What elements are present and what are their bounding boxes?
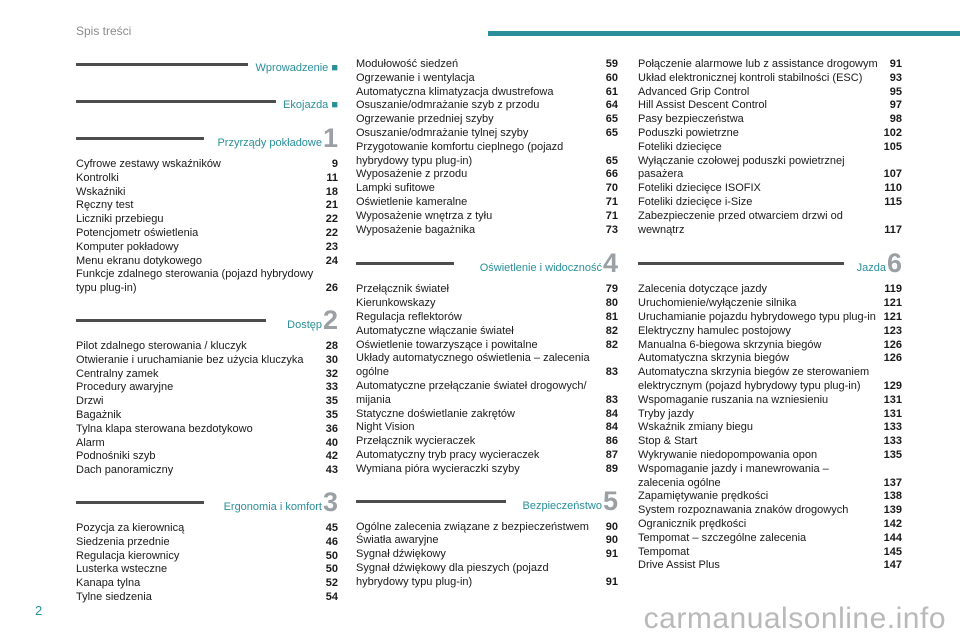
toc-entry[interactable] [638,394,902,408]
toc-entry-title: Lusterka wsteczne [76,563,168,576]
toc-entry[interactable] [638,141,902,155]
toc-entry[interactable] [76,227,338,241]
toc-entry-page: 89 [605,462,618,475]
toc-entry-title: Automatyczna skrzynia biegów ze sterowaniem elektrycznym (pojazd hybrydowy typu plug-in) [638,366,870,392]
toc-entry-title: System rozpoznawania znaków drogowych [638,504,849,517]
toc-entry-title: Sygnał dźwiękowy dla pieszych (pojazd hybrydowy typu plug-in) [356,561,549,588]
toc-entry-title: Oświetlenie towarzyszące i powitalne [356,338,538,351]
section-5-continued [638,58,902,237]
toc-entry[interactable] [638,518,902,532]
section-number: 1 [322,123,338,153]
toc-entry[interactable] [638,182,902,196]
toc-entry[interactable] [356,421,618,435]
toc-entry[interactable] [356,325,618,339]
toc-entry[interactable] [76,591,338,605]
toc-entry[interactable] [76,268,338,296]
toc-entry[interactable] [76,381,338,395]
toc-entry[interactable] [76,563,338,577]
toc-entry-page: 115 [884,195,902,208]
toc-entry[interactable] [76,368,338,382]
toc-entry-title: Modułowość siedzeń [356,58,459,70]
toc-entry-page: 73 [605,223,618,236]
toc-entry[interactable] [638,210,902,238]
toc-entry[interactable] [356,548,618,562]
toc-entry-page: 43 [325,464,338,477]
toc-entry[interactable] [638,311,902,325]
section-2 [76,304,338,478]
toc-entry-title: Otwieranie i uruchamianie bez użycia kluczyka [76,353,304,366]
section-title: Ergonomia i komfort [223,500,322,513]
toc-entry-title: Funkcje zdalnego sterowania (pojazd hybrydowy typu plug-in) [76,268,314,295]
toc-entry-page: 90 [605,520,618,533]
toc-entry-page: 65 [605,113,618,126]
toc-entry-title: Połączenie alarmowe lub z assistance drogowym [638,58,878,70]
toc-entry[interactable] [76,577,338,591]
toc-entry[interactable] [356,210,618,224]
toc-entry-page: 145 [883,545,902,558]
toc-entry[interactable] [76,255,338,269]
toc-entry[interactable] [76,395,338,409]
toc-entry-page: 70 [605,182,618,195]
toc-entry-page: 137 [883,476,902,489]
toc-entry-title: Centralny zamek [76,367,159,380]
toc-column-2 [356,58,618,608]
toc-entry-page: 65 [605,126,618,139]
toc-entry-title: Menu ekranu dotykowego [76,254,202,267]
toc-entry[interactable] [638,113,902,127]
toc-entry-title: Bagażnik [76,408,122,421]
header-title: Spis treści [76,24,132,38]
toc-entry[interactable] [76,213,338,227]
toc-entry-title: Stop & Start [638,435,698,448]
toc-entry-page: 28 [325,339,338,352]
toc-entry-page: 97 [889,99,902,112]
toc-entry-page: 42 [325,450,338,463]
toc-entry-title: Wymiana pióra wycieraczki szyby [356,462,520,475]
toc-entry-title: Hill Assist Descent Control [638,99,767,112]
toc-entry[interactable] [638,339,902,353]
toc-entry-title: Przełącznik świateł [356,283,449,296]
toc-entry-page: 121 [883,297,902,310]
toc-entry-title: Komputer pokładowy [76,240,179,253]
toc-entry-page: 147 [883,559,902,572]
toc-entry-title: Ręczny test [76,199,134,212]
section-6 [638,248,902,573]
toc-entry[interactable] [638,463,902,491]
toc-entry-page: 126 [883,338,902,351]
toc-entry[interactable] [638,155,902,183]
toc-entry-page: 71 [605,209,618,222]
toc-entry-title: Kierunkowskazy [356,297,436,310]
toc-entry[interactable] [356,380,618,408]
toc-entry-page: 117 [884,223,902,236]
toc-entry-title: Automatyczne włączanie świateł [356,324,514,337]
toc-entry-title: Ogólne zalecenia związane z bezpieczeństwem [356,520,589,533]
toc-entry-page: 65 [605,154,618,167]
toc-entry-page: 71 [605,195,618,208]
toc-entry[interactable] [76,423,338,437]
toc-entry[interactable] [356,86,618,100]
toc-entry-page: 22 [325,226,338,239]
toc-entry[interactable] [356,534,618,548]
toc-entry-title: Wskaźnik zmiany biegu [638,421,753,434]
toc-entry-title: Zapamiętywanie prędkości [638,490,769,503]
toc-entry-title: Cyfrowe zestawy wskaźników [76,158,221,170]
toc-entry-title: Wspomaganie ruszania na wzniesieniu [638,393,829,406]
toc-entry-page: 18 [325,185,338,198]
toc-entry[interactable] [356,168,618,182]
section-3-continued [356,58,618,237]
toc-entry-title: Tylna klapa sterowana bezdotykowo [76,422,253,435]
toc-entry-page: 91 [889,58,902,70]
toc-entry[interactable] [638,283,902,297]
toc-entry-page: 83 [605,393,618,406]
section-title: Oświetlenie i widoczność [479,262,602,275]
section-title: Ekojazda ■ [283,99,338,111]
toc-entry[interactable] [356,339,618,353]
toc-entry-page: 33 [325,381,338,394]
section-title: Jazda [856,262,886,275]
toc-entry[interactable] [76,522,338,536]
toc-entry[interactable] [638,196,902,210]
toc-entry[interactable] [638,352,902,366]
toc-entry-page: 82 [605,338,618,351]
toc-entry-title: Przełącznik wycieraczek [356,435,476,448]
toc-entry[interactable] [356,449,618,463]
toc-entry-title: Tempomat – szczególne zalecenia [638,531,807,544]
toc-entry[interactable] [638,421,902,435]
toc-entry-title: Liczniki przebiegu [76,213,164,226]
toc-entry-page: 119 [884,283,902,296]
toc-entry-title: Uruchamianie pojazdu hybrydowego typu plug-in [638,310,876,323]
toc-entry-title: Podnośniki szyb [76,450,156,463]
section-4 [356,248,618,476]
toc-entry-title: Automatyczna klimatyzacja dwustrefowa [356,85,554,98]
toc-entry-page: 87 [605,448,618,461]
toc-entry-title: Ogrzewanie i wentylacja [356,71,475,84]
toc-entry[interactable] [356,196,618,210]
toc-entry[interactable] [638,449,902,463]
toc-entry-title: Osuszanie/odmrażanie tylnej szyby [356,126,529,139]
toc-entry[interactable] [356,141,618,169]
section-number: 3 [322,486,338,517]
toc-entry-title: Kanapa tylna [76,577,141,590]
toc-entry[interactable] [356,72,618,86]
toc-entry[interactable] [76,464,338,478]
toc-entry-page: 35 [325,395,338,408]
toc-entry-title: Wyłączanie czołowej poduszki powietrznej pasażera [638,154,845,181]
toc-entry-page: 133 [883,421,902,434]
toc-entry-page: 86 [605,435,618,448]
section-number: 4 [602,248,618,279]
toc-entry[interactable] [638,99,902,113]
toc-entry-page: 84 [605,407,618,420]
toc-entry-page: 36 [325,422,338,435]
toc-entry-page: 40 [325,436,338,449]
section-eco[interactable] [76,95,338,132]
toc-entry[interactable] [356,352,618,380]
toc-entry-page: 126 [883,352,902,365]
toc-entry-page: 80 [605,297,618,310]
toc-entry-page: 46 [325,535,338,548]
toc-entry[interactable] [76,550,338,564]
toc-entry-title: Układ elektronicznej kontroli stabilności (ESC) [638,71,863,84]
toc-entry-title: Night Vision [356,421,415,434]
toc-entry[interactable] [356,113,618,127]
toc-entry[interactable] [356,283,618,297]
toc-entry-page: 93 [889,71,902,84]
toc-entry-page: 11 [326,171,338,184]
toc-entry-title: Foteliki dziecięce i-Size [638,195,753,208]
toc-entry-page: 121 [883,310,902,323]
toc-entry-title: Advanced Grip Control [638,85,750,98]
toc-entry[interactable] [638,325,902,339]
section-title: Wprowadzenie ■ [255,62,338,74]
toc-column-3 [638,58,902,591]
toc-entry-page: 26 [325,282,338,295]
toc-column-1 [76,58,338,623]
toc-entry-page: 95 [889,85,902,98]
toc-entry[interactable] [356,58,618,72]
page-number: 2 [35,603,43,618]
section-title: Bezpieczeństwo [522,499,602,512]
toc-entry[interactable] [638,559,902,573]
toc-entry-title: Kontrolki [76,171,119,184]
toc-entry-title: Wyposażenie z przodu [356,168,468,181]
section-rule [356,262,454,265]
toc-entry-page: 24 [325,254,338,267]
toc-entry-page: 21 [325,199,338,212]
toc-entry-title: Tylne siedzenia [76,590,152,603]
section-intro[interactable] [76,58,338,95]
toc-entry-title: Uruchomienie/wyłączenie silnika [638,297,797,310]
toc-entry-title: Tempomat [638,545,690,558]
section-rule [76,100,276,103]
toc-entry-page: 90 [605,534,618,547]
toc-entry-page: 52 [325,577,338,590]
toc-entry-title: Pasy bezpieczeństwa [638,113,744,126]
toc-entry-title: Automatyczne przełączanie świateł drogowych/ mijania [356,379,587,406]
toc-entry[interactable] [356,463,618,477]
toc-entry[interactable] [76,186,338,200]
toc-entry-title: Regulacja kierownicy [76,549,180,562]
toc-entry-title: Alarm [76,436,105,449]
toc-entry-page: 131 [883,393,902,406]
watermark: carmanualsonline.info [643,602,946,635]
toc-entry-page: 105 [883,140,902,153]
toc-entry-page: 123 [883,324,902,337]
toc-entry-page: 133 [883,435,902,448]
toc-entry-title: Lampki sufitowe [356,182,435,195]
toc-entry-title: Foteliki dziecięce [638,140,722,153]
toc-entry[interactable] [356,297,618,311]
section-rule [76,137,204,140]
toc-entry-title: Siedzenia przednie [76,535,170,548]
toc-entry-page: 50 [325,563,338,576]
toc-entry-page: 50 [325,549,338,562]
toc-entry-page: 110 [884,182,902,195]
toc-entry-title: Przygotowanie komfortu cieplnego (pojazd hybrydowy typu plug-in) [356,140,564,167]
toc-entry[interactable] [76,409,338,423]
toc-entry-title: Drive Assist Plus [638,559,720,572]
section-rule [76,319,266,322]
toc-entry[interactable] [638,546,902,560]
toc-entry-title: Manualna 6-biegowa skrzynia biegów [638,338,822,351]
section-rule [76,63,248,66]
toc-entry-title: Regulacja reflektorów [356,310,462,323]
toc-entry-title: Wskaźniki [76,185,126,198]
toc-entry-page: 131 [883,407,902,420]
toc-entry-title: Światła awaryjne [356,534,439,547]
toc-entry[interactable] [638,532,902,546]
toc-entry[interactable] [356,127,618,141]
toc-entry-page: 22 [325,213,338,226]
toc-entry-page: 135 [883,448,902,461]
toc-entry[interactable] [638,490,902,504]
toc-entry-page: 35 [325,408,338,421]
toc-entry-page: 66 [605,168,618,181]
section-rule [76,501,204,504]
toc-entry-page: 9 [331,158,338,170]
toc-entry-page: 83 [605,366,618,379]
toc-entry[interactable] [638,86,902,100]
toc-entry-page: 30 [325,353,338,366]
toc-entry-title: Ogranicznik prędkości [638,517,747,530]
toc-entry-page: 129 [883,379,902,392]
toc-entry[interactable] [356,99,618,113]
toc-entry[interactable] [638,127,902,141]
section-rule [638,262,844,265]
section-number: 2 [322,304,338,335]
section-rule [356,500,506,503]
toc-entry[interactable] [356,182,618,196]
toc-entry-page: 81 [605,310,618,323]
toc-entry-title: Procedury awaryjne [76,381,174,394]
toc-entry-title: Zabezpieczenie przed otwarciem drzwi od wewnątrz [638,209,843,236]
toc-entry[interactable] [638,297,902,311]
toc-entry[interactable] [638,435,902,449]
toc-entry[interactable] [356,408,618,422]
toc-entry-page: 138 [883,490,902,503]
toc-entry-title: Wspomaganie jazdy i manewrowania – zalecenia ogólne [638,462,829,489]
toc-entry-page: 98 [889,113,902,126]
toc-entry-title: Tryby jazdy [638,407,694,420]
toc-entry-page: 32 [325,367,338,380]
toc-entry-page: 45 [325,521,338,534]
toc-entry[interactable] [356,224,618,238]
toc-entry[interactable] [356,521,618,535]
toc-entry[interactable] [76,158,338,172]
toc-entry-title: Elektryczny hamulec postojowy [638,324,791,337]
toc-entry[interactable] [638,366,902,394]
toc-entry[interactable] [76,340,338,354]
toc-entry-page: 91 [605,575,618,588]
toc-entry[interactable] [356,311,618,325]
toc-entry-title: Wyposażenie bagażnika [356,223,476,236]
toc-entry[interactable] [638,58,902,72]
toc-entry[interactable] [356,435,618,449]
toc-entry-page: 23 [325,240,338,253]
toc-entry[interactable] [76,437,338,451]
section-number: 6 [886,248,902,279]
toc-entry-title: Statyczne doświetlanie zakrętów [356,407,515,420]
toc-entry-page: 82 [605,324,618,337]
toc-entry-title: Oświetlenie kameralne [356,195,468,208]
toc-entry-title: Układy automatycznego oświetlenia – zalecenia ogólne [356,352,590,379]
toc-entry-page: 144 [883,531,902,544]
toc-entry[interactable] [356,562,618,590]
toc-entry-page: 107 [883,168,902,181]
toc-entry-page: 60 [605,71,618,84]
toc-entry-title: Poduszki powietrzne [638,126,739,139]
toc-entry-page: 64 [605,99,618,112]
toc-entry-page: 79 [605,283,618,296]
header-accent-bar [488,31,960,36]
toc-entry-page: 139 [883,504,902,517]
toc-entry[interactable] [638,72,902,86]
toc-entry-title: Drzwi [76,395,104,408]
section-title: Dostęp [287,318,322,331]
section-number: 5 [602,485,618,516]
toc-entry-page: 61 [605,85,618,98]
toc-entry-title: Pilot zdalnego sterowania / kluczyk [76,339,247,352]
toc-entry-title: Foteliki dziecięce ISOFIX [638,182,761,195]
toc-entry[interactable] [76,354,338,368]
toc-entry-title: Zalecenia dotyczące jazdy [638,283,768,296]
toc-entry-title: Osuszanie/odmrażanie szyb z przodu [356,99,540,112]
toc-entry-page: 84 [605,421,618,434]
toc-entry[interactable] [76,199,338,213]
toc-entry-title: Dach panoramiczny [76,464,174,477]
toc-entry[interactable] [638,408,902,422]
toc-entry-title: Automatyczny tryb pracy wycieraczek [356,448,540,461]
section-1 [76,123,338,296]
toc-entry-page: 142 [883,517,902,530]
toc-entry-page: 59 [605,58,618,70]
toc-entry-title: Sygnał dźwiękowy [356,548,446,561]
toc-entry-title: Wyposażenie wnętrza z tyłu [356,209,493,222]
toc-entry-page: 91 [605,548,618,561]
toc-entry[interactable] [76,172,338,186]
toc-entry-title: Potencjometr oświetlenia [76,226,199,239]
toc-entry-title: Wykrywanie niedopompowania opon [638,448,818,461]
section-title: Przyrządy pokładowe [217,137,322,149]
toc-entry[interactable] [76,450,338,464]
section-3 [76,486,338,605]
toc-entry[interactable] [76,241,338,255]
toc-entry-title: Automatyczna skrzynia biegów [638,352,790,365]
toc-entry[interactable] [76,536,338,550]
toc-entry-title: Pozycja za kierownicą [76,521,185,534]
toc-entry-page: 102 [883,126,902,139]
toc-entry-title: Ogrzewanie przedniej szyby [356,113,494,126]
toc-entry[interactable] [638,504,902,518]
toc-entry-page: 54 [325,590,338,603]
section-5 [356,485,618,590]
